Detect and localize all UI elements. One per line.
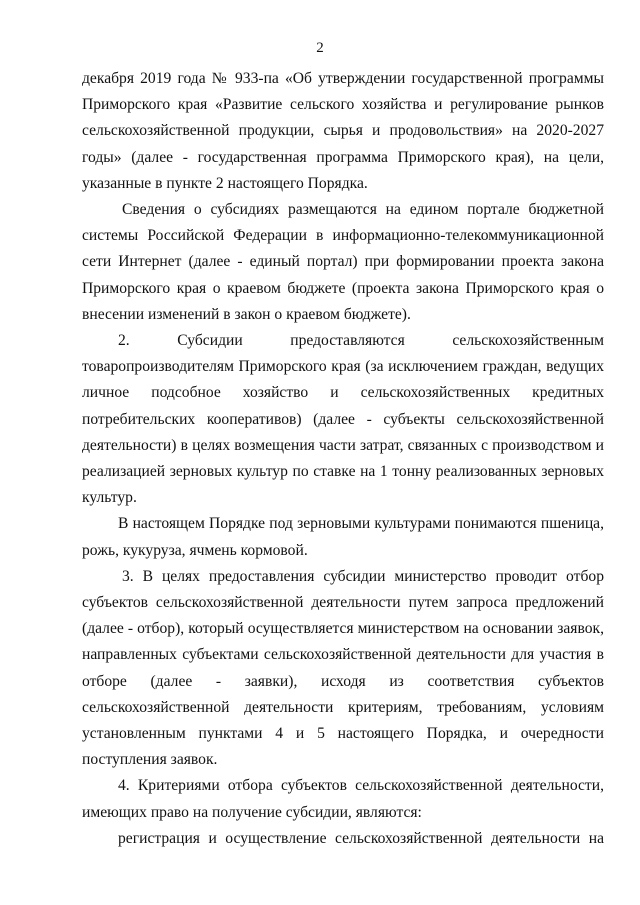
paragraph-subsidy-info-portal: Сведения о субсидиях размещаются на едином портале бюджетной системы Российской Федерации в информационно-телекоммуникационной сети Интернет (далее - единый портал) при формировании проекта закона Приморского края о краевом бюджете (проекта закона Приморского края о внесении изменений в закон о краевом бюджете). [82,201,604,323]
paragraph-item-2-subsidies: 2. Субсидии предоставляются сельскохозяйственным товаропроизводителям Приморского края (за исключением граждан, ведущих личное подсобное хозяйство и сельскохозяйственных кредитных потребительских кооперативов) (далее - субъекты сельскохозяйственной деятельности) в целях возмещения части затрат, связанных с производством и реализацией зерновых культур по ставке на 1 тонну реализованных зерновых культур. [82,332,604,507]
page-number: 2 [316,40,324,56]
paragraph-program-reference: декабря 2019 года № 933-па «Об утверждении государственной программы Приморского края «Развитие сельского хозяйства и регулирование рынков сельскохозяйственной продукции, сырья и продовольствия» на 2020-2027 годы» (далее - государственная программа Приморского края), на цели, указанные в пункте 2 настоящего Порядка. [82,70,604,192]
document-body [82,66,604,852]
paragraph-grain-crops-definition: В настоящем Порядке под зерновыми культурами понимаются пшеница, рожь, кукуруза, ячмень кормовой. [82,515,604,559]
paragraph-item-4-criteria: 4. Критериями отбора субъектов сельскохозяйственной деятельности, имеющих право на получение субсидии, являются: [82,777,604,821]
paragraph-registration: регистрация и осуществление сельскохозяйственной деятельности на [118,829,604,847]
paragraph-item-3-selection: 3. В целях предоставления субсидии министерство проводит отбор субъектов сельскохозяйственной деятельности путем запроса предложений (далее - отбор), который осуществляется министерством на основании заявок, направленных субъектами сельскохозяйственной деятельности для участия в отборе (далее - заявки), исходя из соответствия субъектов сельскохозяйственной деятельности критериям, требованиям, условиям установленным пунктами 4 и 5 настоящего Порядка, и очередности поступления заявок. [82,567,604,769]
